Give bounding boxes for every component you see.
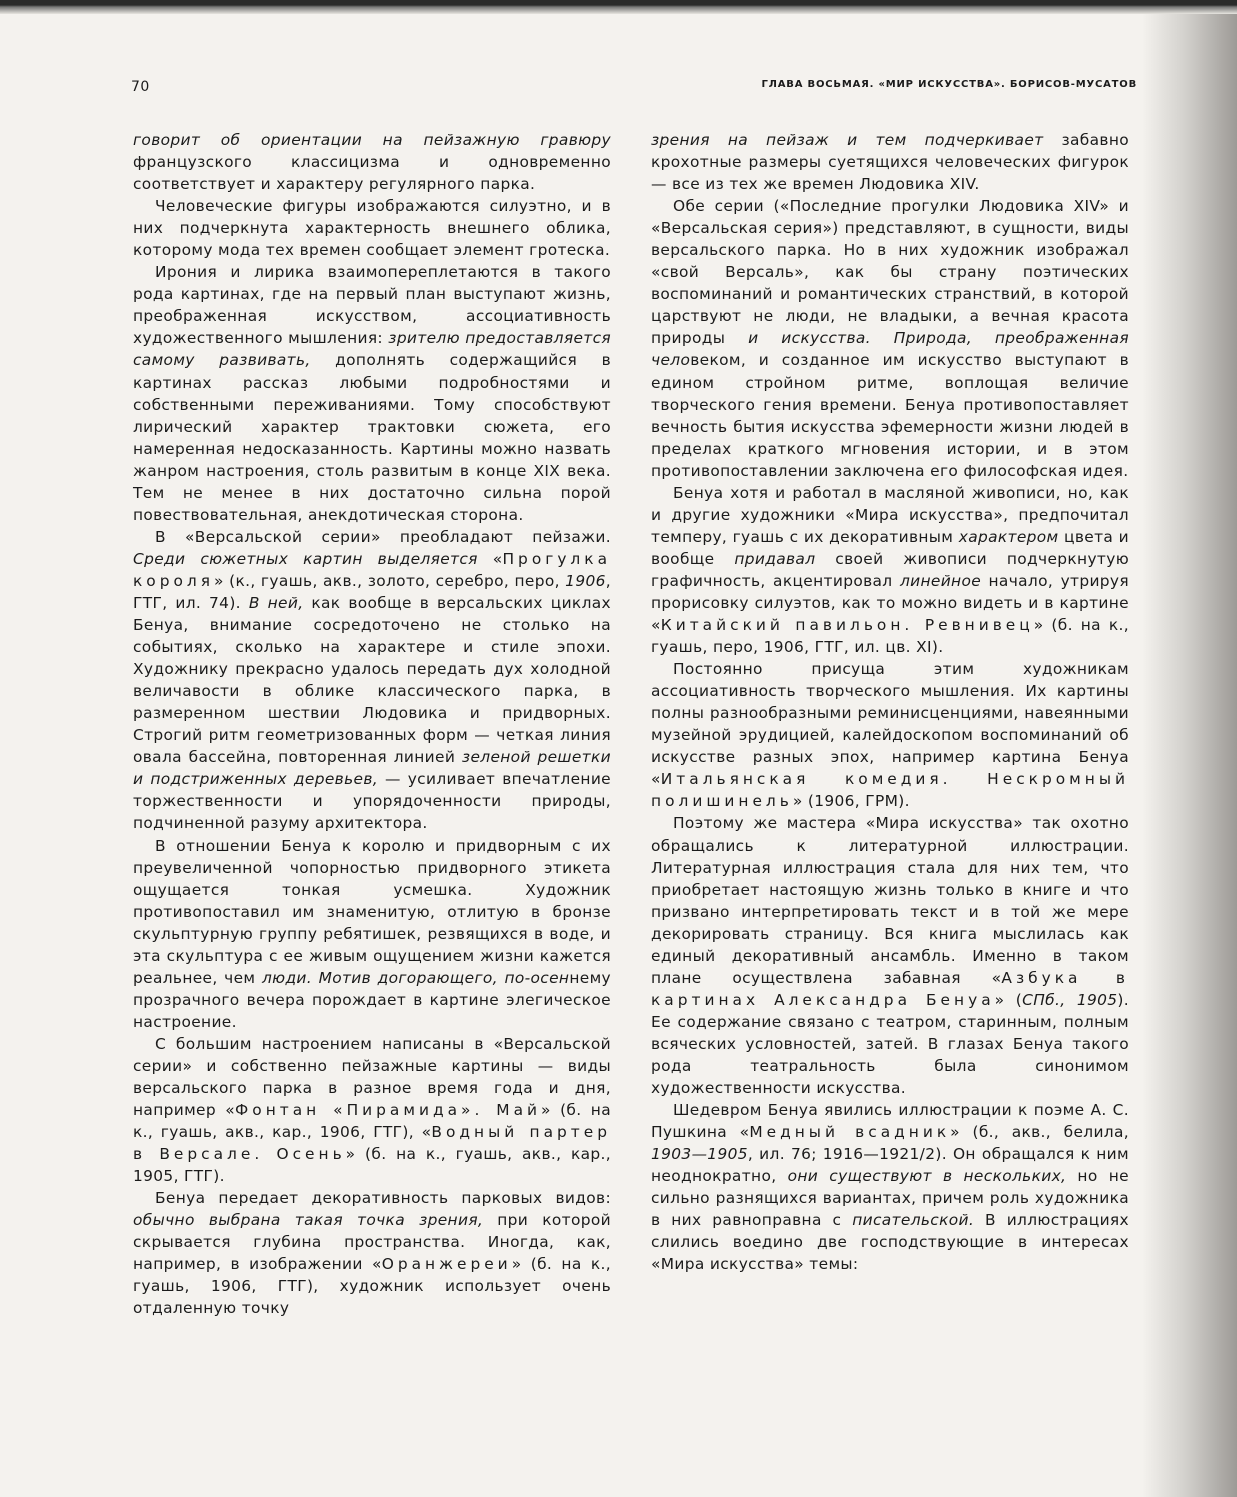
right-column	[651, 129, 1129, 1275]
paragraph: В «Версальской серии» преобладают пейзажи. Среди сюжетных картин выделяется «Прогулка короля» (к., гуашь, акв., золото, серебро, перо, 1906, ГТГ, ил. 74). В ней, как вообще в версальских циклах Бенуа, внимание сосредоточено не столько на событиях, сколько на характере и стиле эпохи. Художнику прекрасно удалось передать дух холодной величавости в облике классического парка, в размеренном шествии Людовика и придворных. Строгий ритм геометризованных форм — четкая линия овала бассейна, повторенная линией зеленой решетки и подстриженных деревьев, — усиливает впечатление торжественности и упорядоченности природы, подчиненной разуму архитектора.	[133, 527, 612, 833]
paragraph: Шедевром Бенуа явились иллюстрации к поэме А. С. Пушкина «Медный всадник» (б., акв., белила, 1903—1905, ил. 76; 1916—1921/2). Он обращался к ним неоднократно, они существуют в нескольких, но не сильно разнящихся вариантах, причем роль художника в них равноправна с писательской. В иллюстрациях слились воедино две господствующие в интересах «Мира искусства» темы:	[651, 1101, 1130, 1274]
book-binding-shadow	[1142, 14, 1237, 1497]
paragraph: говорит об ориентации на пейзажную гравюру французского классицизма и одновременно соответствует и характеру регулярного парка.	[133, 131, 611, 194]
running-header: ГЛАВА ВОСЬМАЯ. «МИР ИСКУССТВА». БОРИСОВ-МУСАТОВ	[761, 79, 1137, 90]
paragraph: Постоянно присуща этим художникам ассоциативность творческого мышления. Их картины полны разнообразными реминисценциями, навеянными музейной эрудицией, калейдоскопом воспоминаний об искусстве разных эпох, например картина Бенуа «Итальянская комедия. Нескромный полишинель» (1906, ГРМ).	[651, 660, 1129, 811]
paragraph: зрения на пейзаж и тем подчеркивает забавно крохотные размеры суетящихся человеческих фигурок — все из тех же времен Людовика XIV.	[651, 131, 1130, 194]
paragraph: Поэтому же мастера «Мира искусства» так охотно обращались к литературной иллюстрации. Литературная иллюстрация стала для них тем, что приобретает настоящую жизнь только в книге и что призвано интерпретировать текст и в той же мере декорировать страницу. Вся книга мыслилась как единый декоративный ансамбль. Именно в таком плане осуществлена забавная «Азбука в картинах Александра Бенуа» (СПб., 1905). Ее содержание связано с театром, старинным, полным всяческих условностей, затей. В глазах Бенуа такого рода театральность была синонимом художественности искусства.	[651, 814, 1129, 1098]
paragraph: Бенуа передает декоративность парковых видов: обычно выбрана такая точка зрения, при которой скрывается глубина пространства. Иногда, как, например, в изображении «Оранжереи» (б. на к., гуашь, 1906, ГТГ), художник использует очень отдаленную точку	[133, 1189, 611, 1318]
paragraph: Обе серии («Последние прогулки Людовика XIV» и «Версальская серия») представляют, в сущности, виды версальского парка. Но в них художник изображал «свой Версаль», как бы страну поэтических воспоминаний и романтических странствий, в которой царствуют не люди, не владыки, а вечная красота природы и искусства. Природа, преображенная человеком, и созданное им искусство выступают в едином стройном ритме, воплощая величие творческого гения времени. Бенуа противопоставляет вечность бытия искусства эфемерности жизни людей в пределах краткого мгновения истории, и в этом противопоставлении заключена его философская идея.	[651, 197, 1129, 480]
page-number: 70	[131, 79, 150, 95]
paragraph: С большим настроением написаны в «Версальской серии» и собственно пейзажные картины — виды версальского парка в разное время года и дня, например «Фонтан «Пирамида». Май» (б. на к., гуашь, акв., кар., 1906, ГТГ), «Водный партер в Версале. Осень» (б. на к., гуашь, акв., кар., 1905, ГТГ).	[133, 1034, 612, 1186]
paragraph: В отношении Бенуа к королю и придворным с их преувеличенной чопорностью придворного этикета ощущается тонкая усмешка. Художник противопоставил им знаменитую, отлитую в бронзе скульптурную группу ребятишек, резвящихся в воде, и эта скульптура с ее живым ощущением жизни кажется реальнее, чем люди. Мотив догорающего, по-осеннему прозрачного вечера порождает в картине элегическое настроение.	[133, 836, 611, 1031]
paragraph: Ирония и лирика взаимопереплетаются в такого рода картинах, где на первый план выступают жизнь, преображенная искусством, ассоциативность художественного мышления: зрителю предоставляется самому развивать, дополнять содержащийся в картинах рассказ любыми подробностями и собственными переживаниями. Тому способствуют лирический характер трактовки сюжета, его намеренная недосказанность. Картины можно назвать жанром настроения, столь развитым в конце XIX века. Тем не менее в них достаточно сильна порой повествовательная, анекдотическая сторона.	[133, 263, 611, 524]
left-column	[133, 129, 611, 1320]
paragraph: Человеческие фигуры изображаются силуэтно, и в них подчеркнута характерность внешнего облика, которому мода тех времен сообщает элемент гротеска.	[133, 197, 611, 260]
paragraph: Бенуа хотя и работал в масляной живописи, но, как и другие художники «Мира искусства», предпочитал темперу, гуашь с их декоративным характером цвета и вообще придавал своей живописи подчеркнутую графичность, акцентировал линейное начало, утрируя прорисовку силуэтов, как то можно видеть и в картине «Китайский павильон. Ревнивец» (б. на к., гуашь, перо, 1906, ГТГ, ил. цв. XI).	[651, 483, 1130, 657]
top-edge-rule	[0, 0, 1237, 14]
